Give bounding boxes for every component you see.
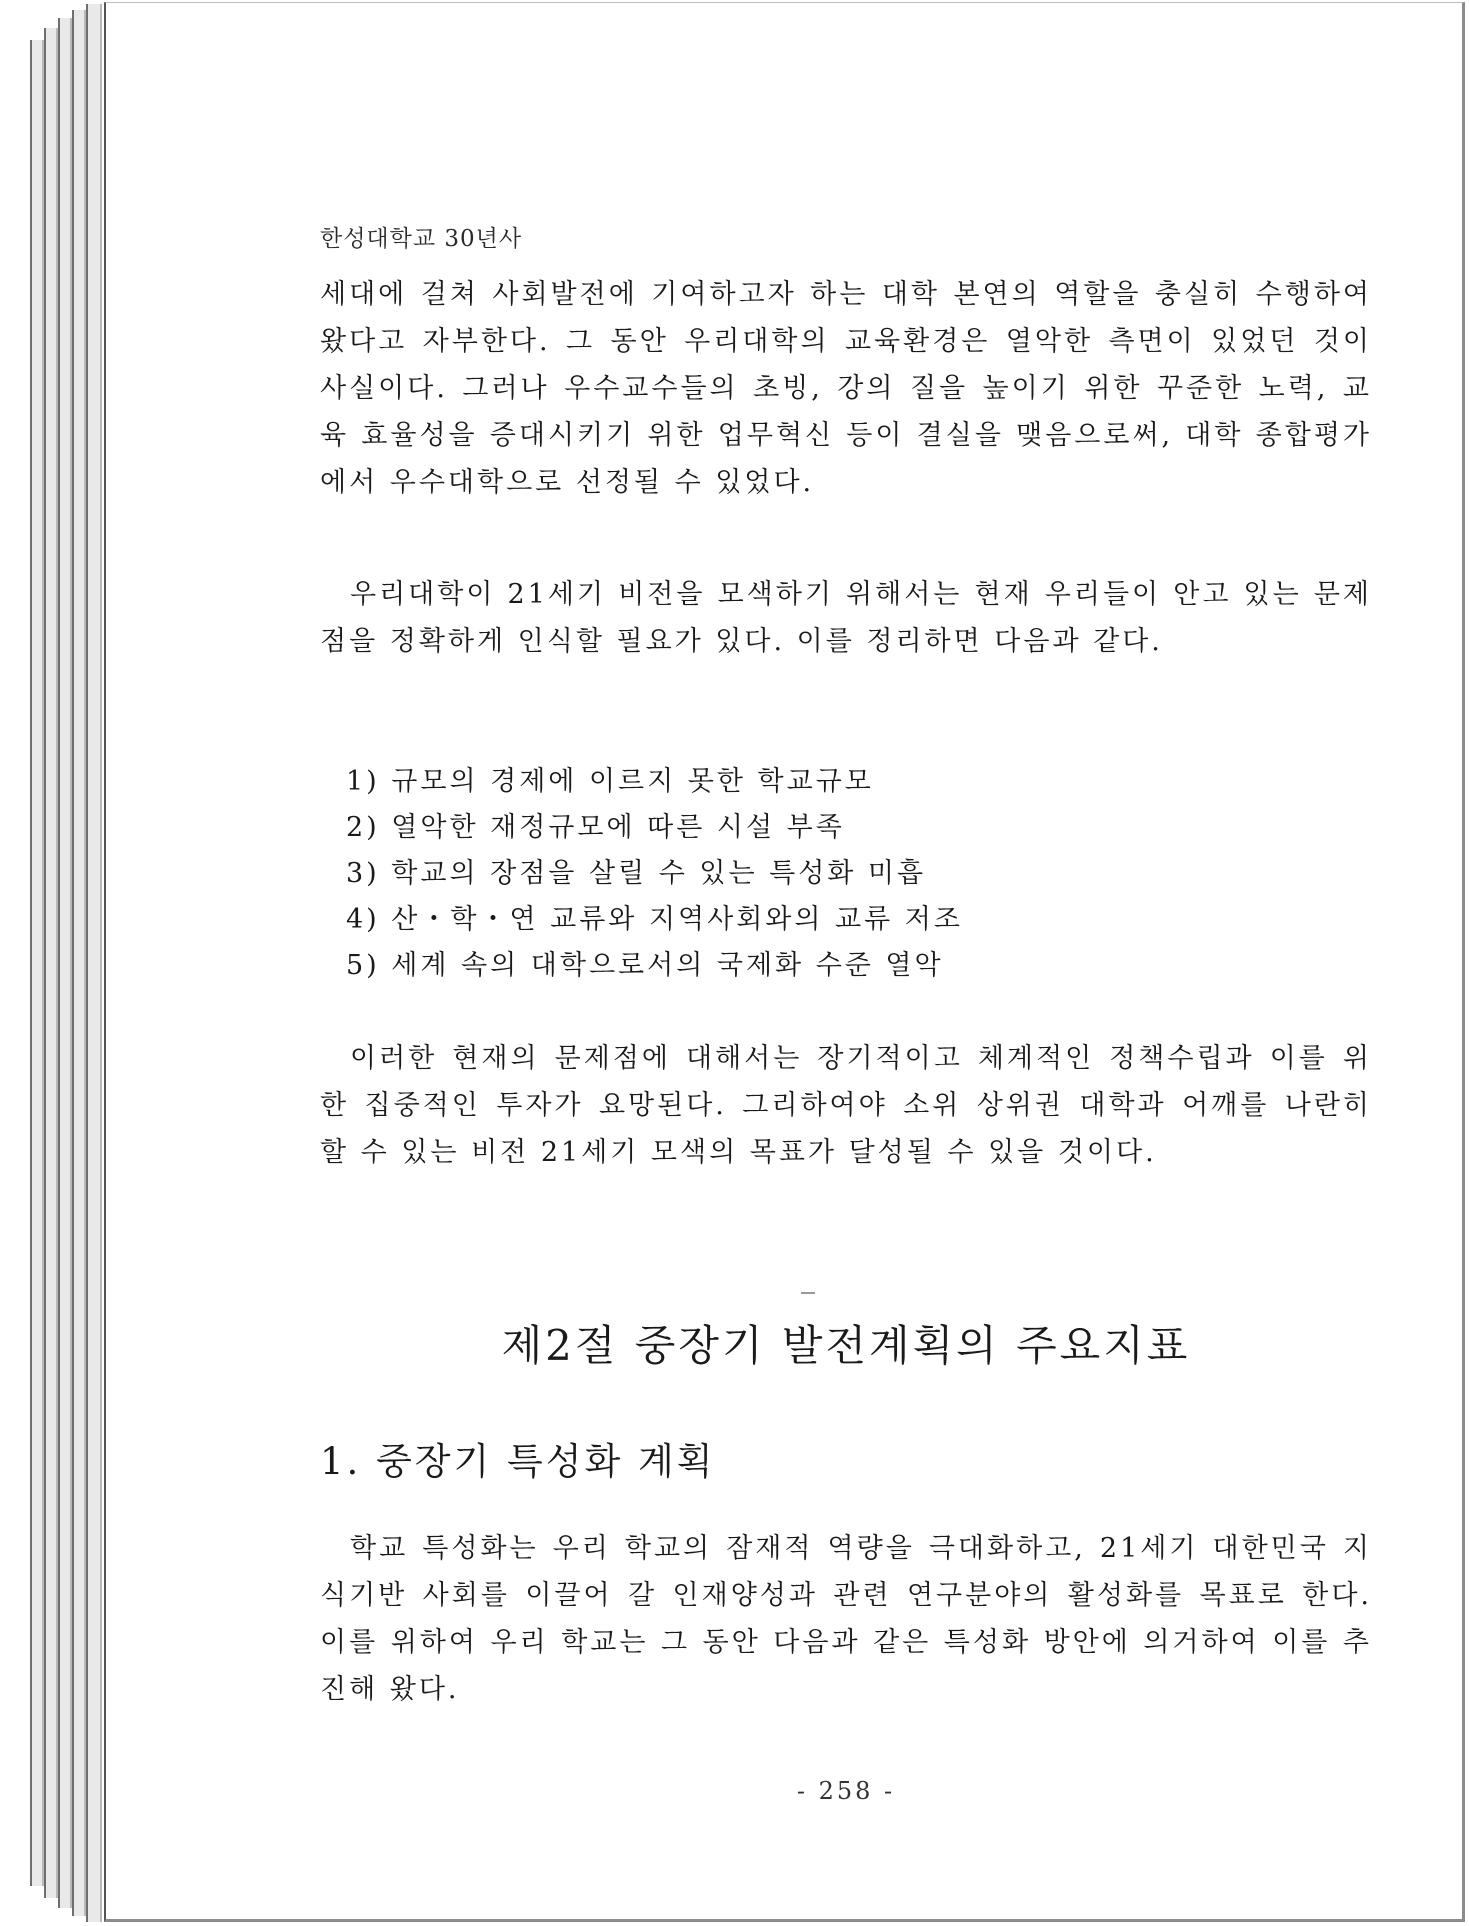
list-item: 2) 열악한 재정규모에 따른 시설 부족 [346,812,845,843]
page-stack-edge [58,18,72,1908]
paragraph-specialization: 학교 특성화는 우리 학교의 잠재적 역량을 극대화하고, 21세기 대한민국 지식기반 사회를 이끌어 갈 인재양성과 관련 연구분야의 활성화를 목표로 한다. 이를 위하여 우리 학교는 그 동안 다음과 같은 특성화 방안에 의거하여 이를 추진해 왔다. [320,1533,1372,1705]
list-item: 1) 규모의 경제에 이르지 못한 학교규모 [346,766,874,797]
paragraph-intro: 세대에 걸쳐 사회발전에 기여하고자 하는 대학 본연의 역할을 충실히 수행하여 왔다고 자부한다. 그 동안 우리대학의 교육환경은 열악한 측면이 있었던 것이 사실이다. 그러나 우수교수들의 초빙, 강의 질을 높이기 위한 꾸준한 노력, 교육 효율성을 증대시키기 위한 업무혁신 등이 결실을 맺음으로써, 대학 종합평가에서 우수대학으로 선정될 수 있었다. [320,279,1372,498]
page-stack-edge [30,40,44,1886]
scan-mark [801,1292,815,1294]
paragraph-vision: 우리대학이 21세기 비전을 모색하기 위해서는 현재 우리들이 안고 있는 문제점을 정확하게 인식할 필요가 있다. 이를 정리하면 다음과 같다. [320,579,1372,657]
subsection-title: 1. 중장기 특성화 계획 [320,1440,716,1483]
problem-list [346,759,1246,989]
page-stack-edge [86,4,102,1922]
list-item: 3) 학교의 장점을 살릴 수 있는 특성화 미흡 [346,858,927,889]
list-item: 4) 산・학・연 교류와 지역사회와의 교류 저조 [346,904,963,935]
page-stack-edge [44,28,58,1898]
page-number: - 258 - [796,1777,896,1805]
page-stack-edge [72,10,86,1916]
list-item: 5) 세계 속의 대학으로서의 국제화 수준 열악 [346,950,944,981]
book-running-header: 한성대학교 30년사 [320,226,523,252]
section-title: 제2절 중장기 발전계획의 주요지표 [501,1321,1191,1370]
book-page [104,2,1465,1922]
paragraph-policy: 이러한 현재의 문제점에 대해서는 장기적이고 체계적인 정책수립과 이를 위한 집중적인 투자가 요망된다. 그리하여야 소위 상위권 대학과 어깨를 나란히 할 수 있는 비전 21세기 모색의 목표가 달성될 수 있을 것이다. [320,1043,1372,1168]
